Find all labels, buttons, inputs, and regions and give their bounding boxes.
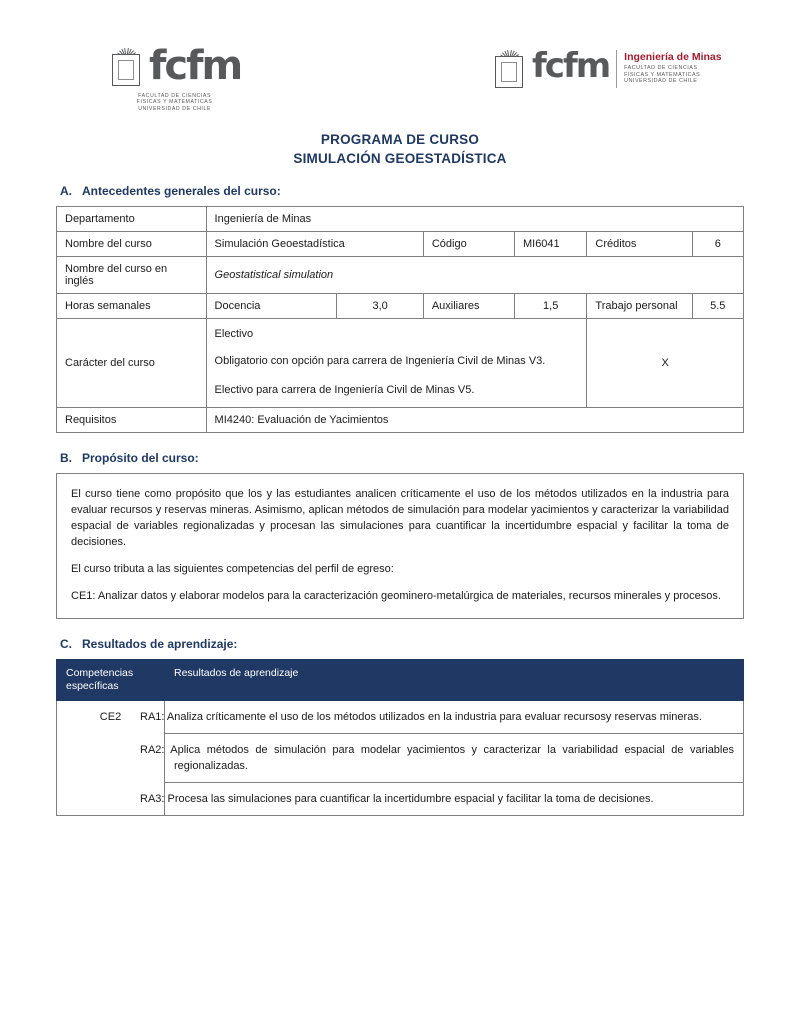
- creditos-value: 6: [692, 232, 743, 257]
- table-header-row: [57, 660, 744, 701]
- purpose-paragraph-2: El curso tributa a las siguientes competencias del perfil de egreso:: [71, 563, 394, 575]
- auxiliares-value: 1,5: [514, 294, 586, 319]
- page-title: PROGRAMA DE CURSO: [320, 132, 480, 147]
- codigo-value: MI6041: [514, 232, 586, 257]
- logo-right-subtitle: [624, 65, 721, 85]
- docencia-label: Docencia: [206, 294, 337, 319]
- section-b-title: Propósito del curso:: [82, 451, 199, 465]
- horas-semanales-label: Horas semanales: [57, 294, 207, 319]
- caracter-curso-mark: X: [587, 319, 744, 408]
- result-ra3: RA3: Procesa las simulaciones para cuantificar la incertidumbre espacial y facilitar la toma de decisiones.: [165, 783, 744, 816]
- caracter-option-1: Electivo: [214, 328, 254, 340]
- requisitos-label: Requisitos: [57, 408, 207, 433]
- caracter-curso-options: [206, 319, 587, 408]
- logo-right-title: Ingeniería de Minas: [624, 51, 722, 63]
- logo-right-subtitle-line1: FACULTAD DE CIENCIAS: [624, 65, 698, 71]
- learning-results-table: [56, 659, 744, 816]
- trabajo-personal-label: Trabajo personal: [587, 294, 692, 319]
- logo-left-subtitle-line3: UNIVERSIDAD DE CHILE: [138, 105, 212, 112]
- logo-fcfm-left: [108, 43, 242, 112]
- logo-right-subtitle-line2: FISICAS Y MATEMATICAS: [624, 71, 701, 78]
- header-resultados: Resultados de aprendizaje: [165, 660, 744, 701]
- nombre-ingles-label: Nombre del curso en inglés: [57, 257, 207, 294]
- requisitos-value: MI4240: Evaluación de Yacimientos: [206, 408, 743, 433]
- competencia-ce2: CE2: [57, 701, 165, 734]
- caracter-option-3: Electivo para carrera de Ingeniería Civil de Minas V5.: [214, 384, 475, 396]
- purpose-paragraph-1: El curso tiene como propósito que los y las estudiantes analicen críticamente el uso de los métodos utilizados en la industria para evaluar recursos y reservas mineras. Asimismo, aplican métodos de simulación para modelar yacimientos y caracterizar la variabilidad espacial de variables regionalizadas y procesan las simulaciones para cuantificar la incertidumbre espacial y facilitar la toma de decisiones.: [71, 488, 729, 548]
- section-a-title: Antecedentes generales del curso:: [82, 184, 281, 198]
- section-a-letter: A.: [60, 184, 72, 198]
- table-row: [57, 232, 744, 257]
- purpose-box: [56, 473, 744, 619]
- header-logos: [56, 38, 744, 116]
- fcfm-wordmark-right: fcfm: [532, 46, 610, 86]
- table-row: [57, 701, 744, 734]
- header-competencias: Competencias específicas: [57, 660, 165, 701]
- caracter-option-2: Obligatorio con opción para carrera de Ingeniería Civil de Minas V3.: [214, 355, 546, 367]
- table-row: [57, 207, 744, 232]
- section-c-title: Resultados de aprendizaje:: [82, 637, 238, 651]
- page-subtitle: SIMULACIÓN GEOESTADÍSTICA: [293, 151, 507, 166]
- purpose-competency-ce1: CE1: Analizar datos y elaborar modelos para la caracterización geominero-metalúrgica de materiales, recursos minerales y procesos.: [71, 590, 721, 602]
- table-row: [57, 257, 744, 294]
- table-row: [57, 734, 744, 783]
- table-row: [57, 783, 744, 816]
- table-row: [57, 319, 744, 408]
- competencia-spacer-1: [57, 734, 165, 783]
- table-row: [57, 294, 744, 319]
- section-c-letter: C.: [60, 637, 72, 651]
- logo-left-subtitle: [137, 93, 213, 112]
- auxiliares-label: Auxiliares: [423, 294, 514, 319]
- fcfm-wordmark-left: fcfm: [149, 43, 242, 89]
- nombre-curso-label: Nombre del curso: [57, 232, 207, 257]
- section-heading-c: [60, 637, 744, 651]
- caracter-curso-label: Carácter del curso: [57, 319, 207, 408]
- result-ra1: RA1: Analiza críticamente el uso de los métodos utilizados en la industria para evaluar recursosy reservas mineras.: [165, 701, 744, 734]
- fcfm-crest-icon-right: [491, 48, 529, 92]
- fcfm-crest-icon: [108, 46, 146, 90]
- departamento-label: Departamento: [57, 207, 207, 232]
- nombre-curso-value: Simulación Geoestadística: [206, 232, 423, 257]
- nombre-ingles-value: Geostatistical simulation: [206, 257, 743, 294]
- result-ra2: RA2: Aplica métodos de simulación para modelar yacimientos y caracterizar la variabilidad espacial de variables regionalizadas.: [165, 734, 744, 783]
- trabajo-personal-value: 5.5: [692, 294, 743, 319]
- table-row: [57, 408, 744, 433]
- docencia-value: 3,0: [337, 294, 423, 319]
- logo-fcfm-right: [491, 48, 722, 92]
- logo-divider: [616, 50, 617, 88]
- general-info-table: [56, 206, 744, 433]
- logo-left-subtitle-line2: FISICAS Y MATEMATICAS: [136, 99, 213, 106]
- section-b-letter: B.: [60, 451, 72, 465]
- section-heading-a: [60, 184, 744, 198]
- departamento-value: Ingeniería de Minas: [206, 207, 743, 232]
- logo-left-subtitle-line1: FACULTAD DE CIENCIAS: [138, 93, 212, 99]
- creditos-label: Créditos: [587, 232, 692, 257]
- section-heading-b: [60, 451, 744, 465]
- codigo-label: Código: [423, 232, 514, 257]
- logo-right-subtitle-line3: UNIVERSIDAD DE CHILE: [624, 78, 698, 85]
